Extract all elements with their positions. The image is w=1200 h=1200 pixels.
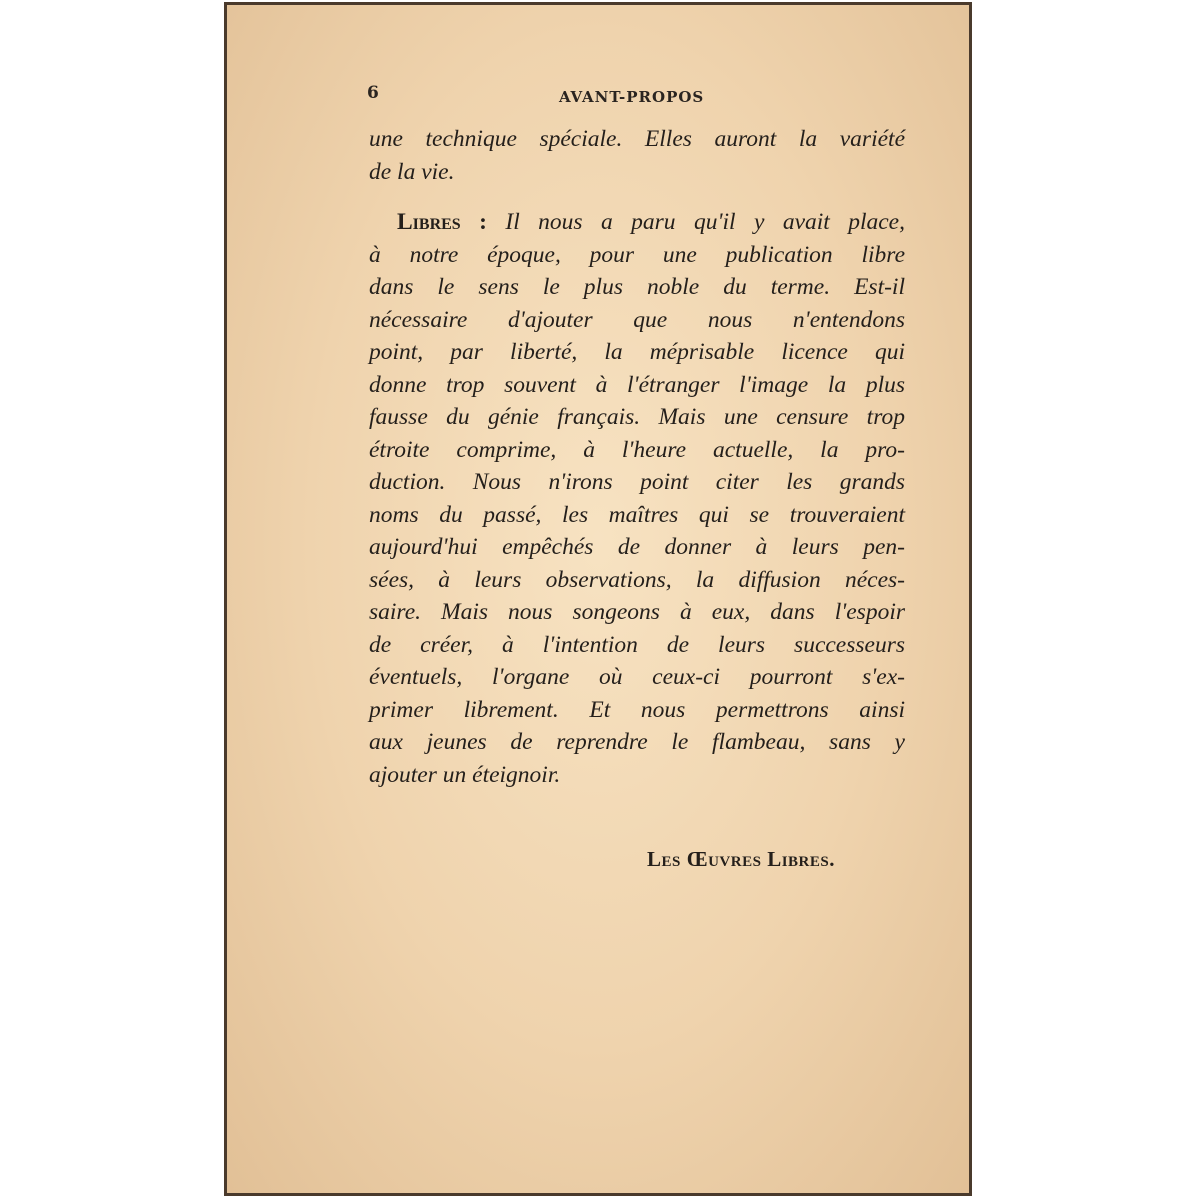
body-line: nécessaire d'ajouter que nous n'entendons — [369, 306, 905, 333]
body-line: point, par liberté, la méprisable licence qui — [369, 339, 905, 365]
paragraph-lead: Libres : — [397, 209, 487, 235]
signature: Les Œuvres Libres. — [647, 847, 835, 871]
body-line — [369, 206, 905, 239]
book-page — [224, 2, 972, 1196]
body-line: de la vie. — [369, 158, 455, 185]
body-line: donne trop souvent à l'étranger l'image la plus — [369, 371, 905, 398]
body-line: noms du passé, les maîtres qui se trouveraient — [369, 501, 905, 528]
body-line: fausse du génie français. Mais une censure trop — [369, 404, 905, 430]
body-line: une technique spéciale. Elles auront la variété — [369, 126, 905, 152]
body-line: aux jeunes de reprendre le flambeau, sans y — [369, 729, 905, 755]
body-line: ajouter un éteignoir. — [369, 761, 561, 788]
body-line: primer librement. Et nous permettrons ainsi — [369, 696, 905, 723]
body-line: de créer, à l'intention de leurs successeurs — [369, 631, 905, 658]
body-line: sées, à leurs observations, la diffusion néces- — [369, 566, 905, 593]
body-line: étroite comprime, à l'heure actuelle, la pro- — [369, 436, 905, 463]
body-line: duction. Nous n'irons point citer les grands — [369, 469, 905, 495]
body-line: aujourd'hui empêchés de donner à leurs pen- — [369, 534, 905, 560]
body-line: dans le sens le plus noble du terme. Est-il — [369, 274, 905, 300]
body-text — [369, 123, 905, 791]
page-number: 6 — [367, 83, 379, 103]
body-line: à notre époque, pour une publication libre — [369, 241, 905, 268]
body-line-rest: Il nous a paru qu'il y avait place, — [505, 209, 905, 235]
body-line: saire. Mais nous songeons à eux, dans l'espoir — [369, 599, 905, 625]
running-title: AVANT-PROPOS — [559, 88, 705, 106]
body-line: éventuels, l'organe où ceux-ci pourront s'ex- — [369, 664, 905, 690]
